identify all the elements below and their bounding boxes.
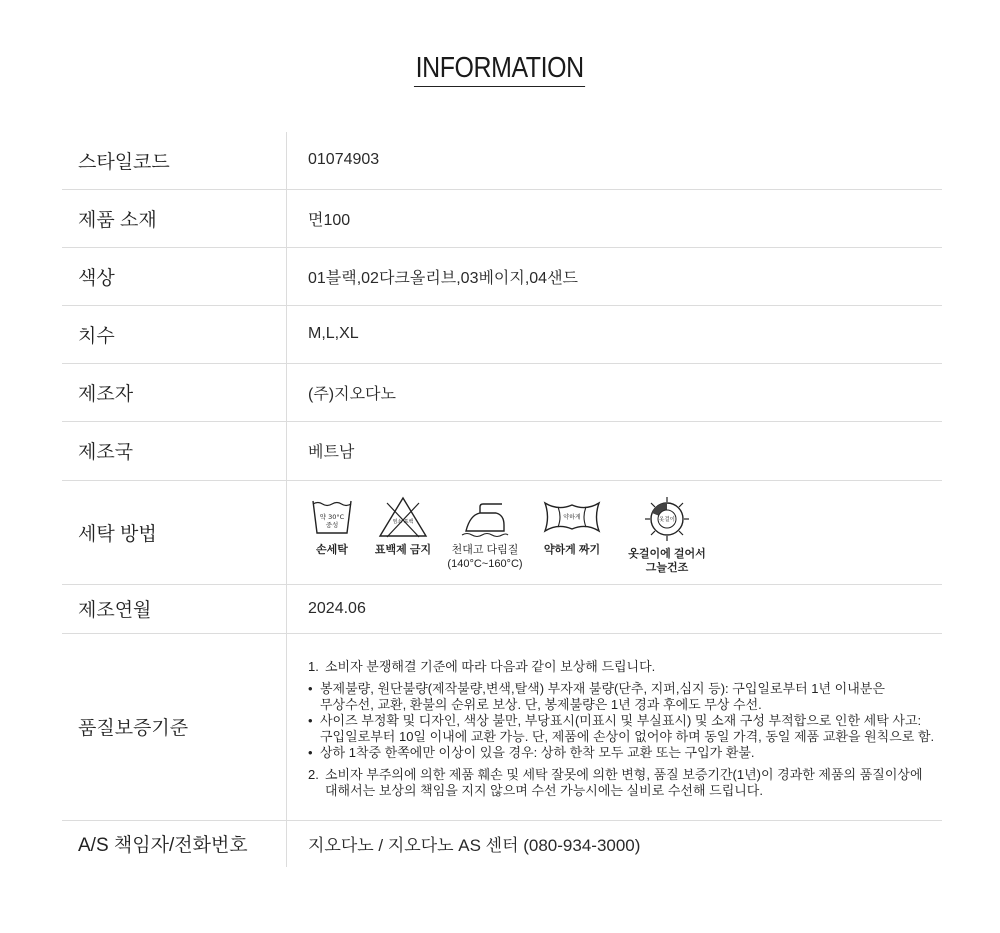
material-value: 면100: [287, 189, 943, 247]
gentle-wring-inner: 약하게: [563, 514, 581, 521]
quality-bullet-2-line-2: 구입일로부터 10일 이내에 교환 가능. 단, 제품에 손상이 없어야 하며 동일 가격, 동일 제품 교환을 원칙으로 함.: [320, 728, 935, 744]
hand-wash-label: 손세탁: [316, 544, 348, 556]
care-hand-wash: [303, 495, 361, 557]
hand-wash-temp: 약 30°C: [319, 513, 345, 521]
care-symbols: [303, 489, 942, 575]
size-label: 치수: [62, 305, 287, 363]
hang-dry-inner: 옷걸이: [659, 517, 675, 523]
maker-label: 제조자: [62, 363, 287, 421]
row-quality: [62, 633, 942, 820]
hang-dry-label: 옷걸이에 걸어서: [628, 548, 706, 560]
style-code-label: 스타일코드: [62, 132, 287, 189]
quality-bullet-3: [308, 745, 942, 761]
row-date: [62, 584, 942, 633]
row-washing: [62, 480, 942, 584]
care-gentle-wring: [533, 495, 611, 557]
quality-value: [287, 633, 943, 820]
quality-bullet-1-line-2: 무상수선, 교환, 환불의 순위로 보상. 단, 봉제불량은 1년 경과 후에도 무상 수선.: [320, 696, 762, 712]
row-country: [62, 421, 942, 480]
quality-item-2-line-1: 소비자 부주의에 의한 제품 훼손 및 세탁 잘못에 의한 변형, 품질 보증기간(1년)이 경과한 제품의 품질이상에: [325, 766, 923, 782]
row-style-code: [62, 132, 942, 189]
quality-item-2: [308, 767, 942, 799]
as-label: A/S 책임자/전화번호: [62, 820, 287, 867]
iron-temp-range: (140°C~160°C): [447, 558, 523, 570]
date-value: 2024.06: [287, 584, 943, 633]
hand-wash-icon: [310, 495, 354, 539]
quality-item-1: [308, 659, 942, 675]
page-title-wrap: [0, 52, 1000, 87]
row-size: [62, 305, 942, 363]
color-value: 01블랙,02다크올리브,03베이지,04샌드: [287, 247, 943, 305]
quality-text: [308, 643, 942, 811]
washing-label: 세탁 방법: [62, 480, 287, 584]
date-label: 제조연월: [62, 584, 287, 633]
info-table: [62, 132, 942, 867]
quality-label: 품질보증기준: [62, 633, 287, 820]
hang-dry-icon: [643, 495, 691, 543]
color-label: 색상: [62, 247, 287, 305]
style-code-value: 01074903: [287, 132, 943, 189]
as-value: 지오다노 / 지오다노 AS 센터 (080-934-3000): [308, 836, 641, 856]
size-value: M,L,XL: [287, 305, 943, 363]
quality-bullet-1-line-1: • 봉제불량, 원단불량(제작불량,변색,탈색) 부자재 불량(단추, 지퍼,심지 등): 구입일로부터 1년 이내분은: [320, 680, 885, 696]
row-maker: [62, 363, 942, 421]
no-bleach-icon: [377, 495, 429, 539]
gentle-wring-label: 약하게 짜기: [543, 544, 601, 556]
page-title: INFORMATION: [414, 52, 585, 87]
care-no-bleach: [367, 495, 439, 557]
row-color: [62, 247, 942, 305]
quality-bullet-3-line-1: • 상하 1착중 한쪽에만 이상이 있을 경우: 상하 한착 모두 교환 또는 구입가 환불.: [320, 744, 755, 760]
country-label: 제조국: [62, 421, 287, 480]
country-value: 베트남: [287, 421, 943, 480]
gentle-wring-icon: [542, 495, 602, 539]
quality-bullet-2: [308, 713, 942, 745]
quality-item-1-number: 1.: [308, 658, 319, 674]
care-iron: [439, 495, 531, 571]
washing-value: [287, 480, 943, 584]
iron-label: 천대고 다림질: [451, 544, 519, 556]
quality-bullet-2-line-1: • 사이즈 부정확 및 디자인, 색상 불만, 부당표시(미표시 및 부실표시) 및 소재 구성 부적합으로 인한 세탁 사고:: [320, 712, 922, 728]
hand-wash-detergent: 중성: [325, 521, 339, 529]
no-bleach-label: 표백제 금지: [374, 544, 432, 556]
quality-item-1-text: 소비자 분쟁해결 기준에 따라 다음과 같이 보상해 드립니다.: [325, 658, 656, 674]
iron-icon: [458, 495, 512, 539]
quality-bullets: [308, 681, 942, 761]
maker-value: (주)지오다노: [287, 363, 943, 421]
no-bleach-inner: 염소 표백: [392, 519, 414, 525]
care-hang-dry: [617, 495, 717, 575]
hang-dry-label-2: 그늘건조: [645, 562, 689, 574]
quality-item-2-line-2: 대해서는 보상의 책임을 지지 않으며 수선 가능시에는 실비로 수선해 드립니다.: [325, 782, 763, 798]
quality-item-2-number: 2.: [308, 766, 319, 782]
quality-bullet-1: [308, 681, 942, 713]
row-as: [62, 820, 942, 867]
row-material: [62, 189, 942, 247]
material-label: 제품 소재: [62, 189, 287, 247]
